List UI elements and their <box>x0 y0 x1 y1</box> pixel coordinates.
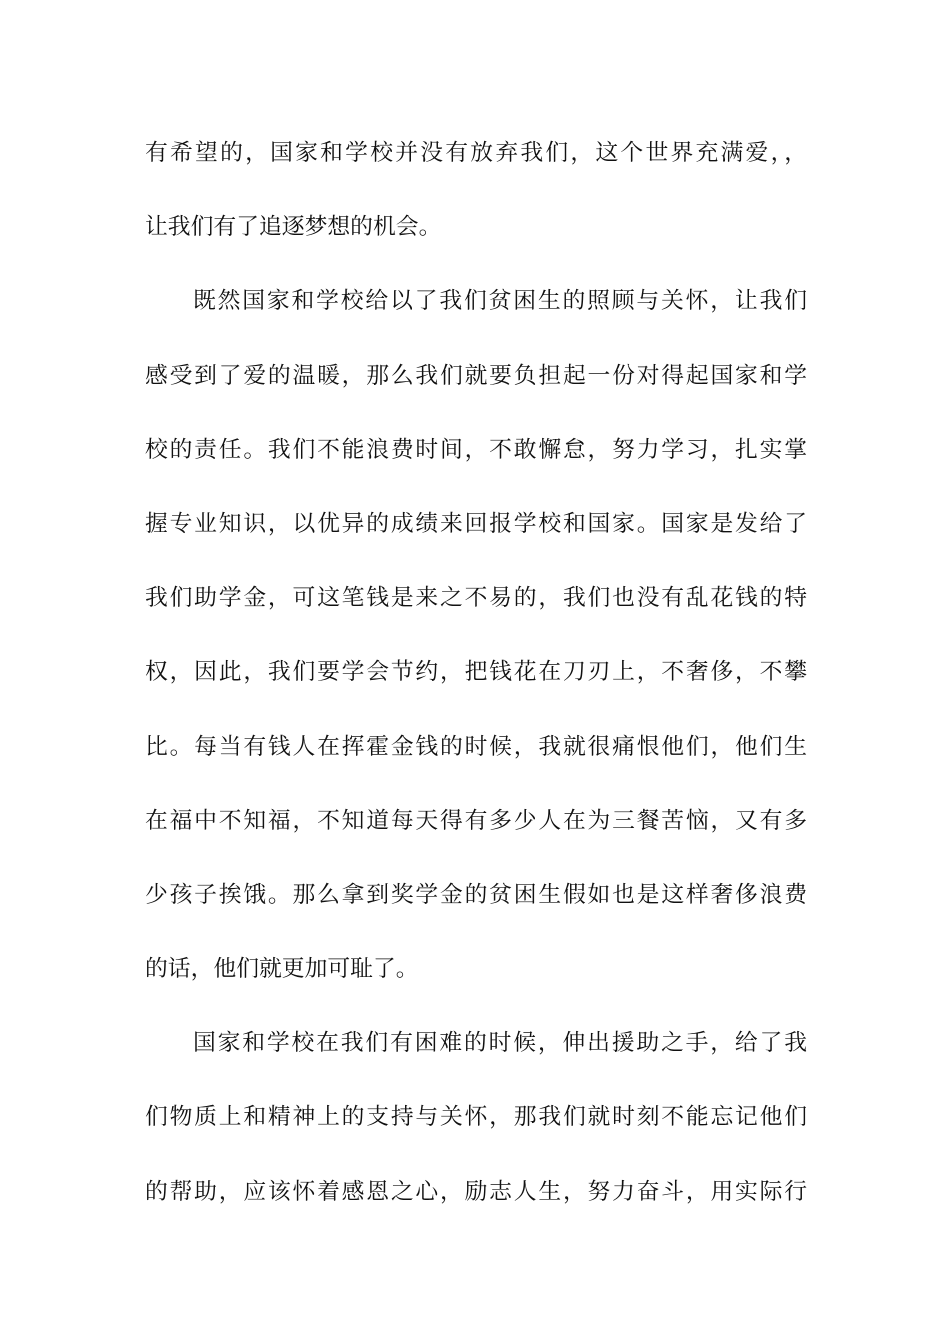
text-line: 的帮助，应该怀着感恩之心，励志人生，努力奋斗，用实际行 <box>145 1178 807 1205</box>
text-line: 的话，他们就更加可耻了。 <box>145 956 419 983</box>
text-line: 校的责任。我们不能浪费时间，不敢懈怠，努力学习，扎实掌 <box>145 436 807 463</box>
text-line: 让我们有了追逐梦想的机会。 <box>145 214 442 241</box>
text-line: 有希望的，国家和学校并没有放弃我们，这个世界充满爱，， <box>145 140 807 166</box>
text-line: 比。每当有钱人在挥霍金钱的时候，我就很痛恨他们，他们生 <box>145 733 807 760</box>
text-line: 在福中不知福，不知道每天得有多少人在为三餐苦恼，又有多 <box>145 807 807 834</box>
text-line: 感受到了爱的温暖，那么我们就要负担起一份对得起国家和学 <box>145 362 807 389</box>
text-line: 们物质上和精神上的支持与关怀，那我们就时刻不能忘记他们 <box>145 1104 807 1131</box>
text-line: 我们助学金，可这笔钱是来之不易的，我们也没有乱花钱的特 <box>145 585 807 612</box>
text-line: 少孩子挨饿。那么拿到奖学金的贫困生假如也是这样奢侈浪费 <box>145 881 807 908</box>
text-line: 握专业知识，以优异的成绩来回报学校和国家。国家是发给了 <box>145 510 807 537</box>
body-text <box>145 128 807 1241</box>
text-line: 既然国家和学校给以了我们贫困生的照顾与关怀，让我们 <box>193 288 807 315</box>
text-line: 国家和学校在我们有困难的时候，伸出援助之手，给了我 <box>193 1030 807 1057</box>
text-line: 权，因此，我们要学会节约，把钱花在刀刃上，不奢侈，不攀 <box>145 659 807 686</box>
